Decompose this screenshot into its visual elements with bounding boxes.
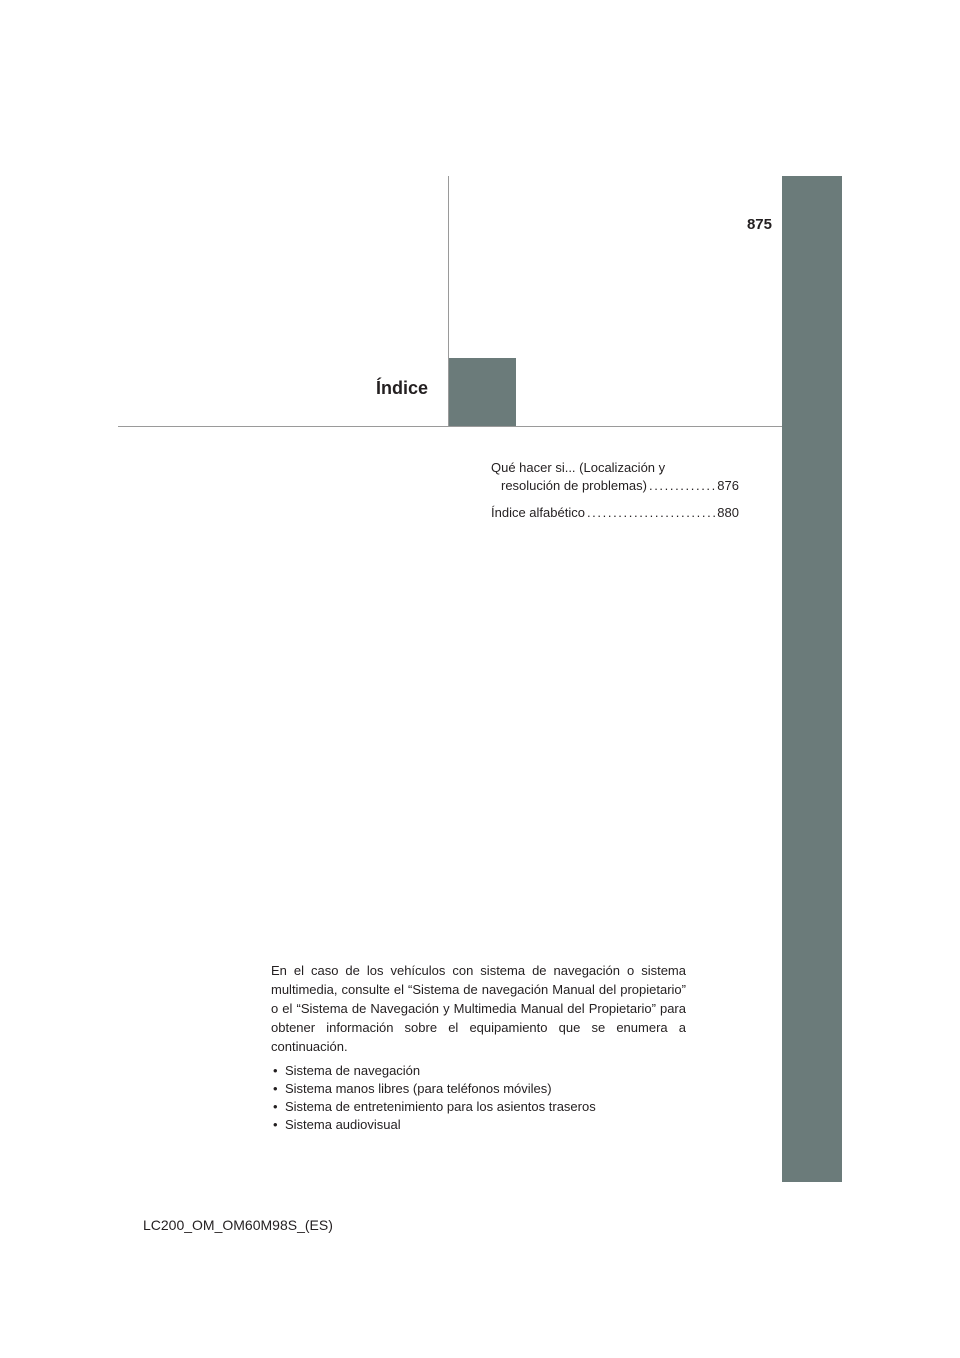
side-chapter-tab <box>782 176 842 1182</box>
list-item: • Sistema audiovisual <box>271 1116 686 1134</box>
toc-entry-troubleshooting[interactable] <box>491 459 739 495</box>
toc-entry-text: Índice alfabético <box>491 505 585 520</box>
table-of-contents <box>491 459 739 531</box>
section-title: Índice <box>375 378 428 398</box>
toc-entry-text: resolución de problemas) <box>501 478 647 493</box>
list-item: • Sistema manos libres (para teléfonos móviles) <box>271 1080 686 1098</box>
page-number: 875 <box>746 216 772 233</box>
navigation-system-note <box>271 961 686 1134</box>
toc-entry-alphabetical-index[interactable] <box>491 504 739 522</box>
horizontal-rule <box>118 426 782 427</box>
toc-leader-dots <box>587 504 715 522</box>
note-paragraph: En el caso de los vehículos con sistema de navegación o sistema multimedia, consulte el “Sistema de navegación Manual del propietario” o el “Sistema de Navegación y Multimedia Manual del Propietario” para obtener información sobre el equipamiento que se enumera a continuación. <box>271 963 686 1054</box>
section-title-block <box>449 358 516 426</box>
list-item: • Sistema de navegación <box>271 1062 686 1080</box>
equipment-list <box>271 1062 686 1134</box>
document-code: LC200_OM_OM60M98S_(ES) <box>143 1217 333 1233</box>
toc-leader-dots <box>649 477 715 495</box>
toc-page-number: 880 <box>717 505 739 520</box>
list-item: • Sistema de entretenimiento para los asientos traseros <box>271 1098 686 1116</box>
toc-entry-text: Qué hacer si... (Localización y <box>491 460 666 475</box>
toc-page-number: 876 <box>717 478 739 493</box>
